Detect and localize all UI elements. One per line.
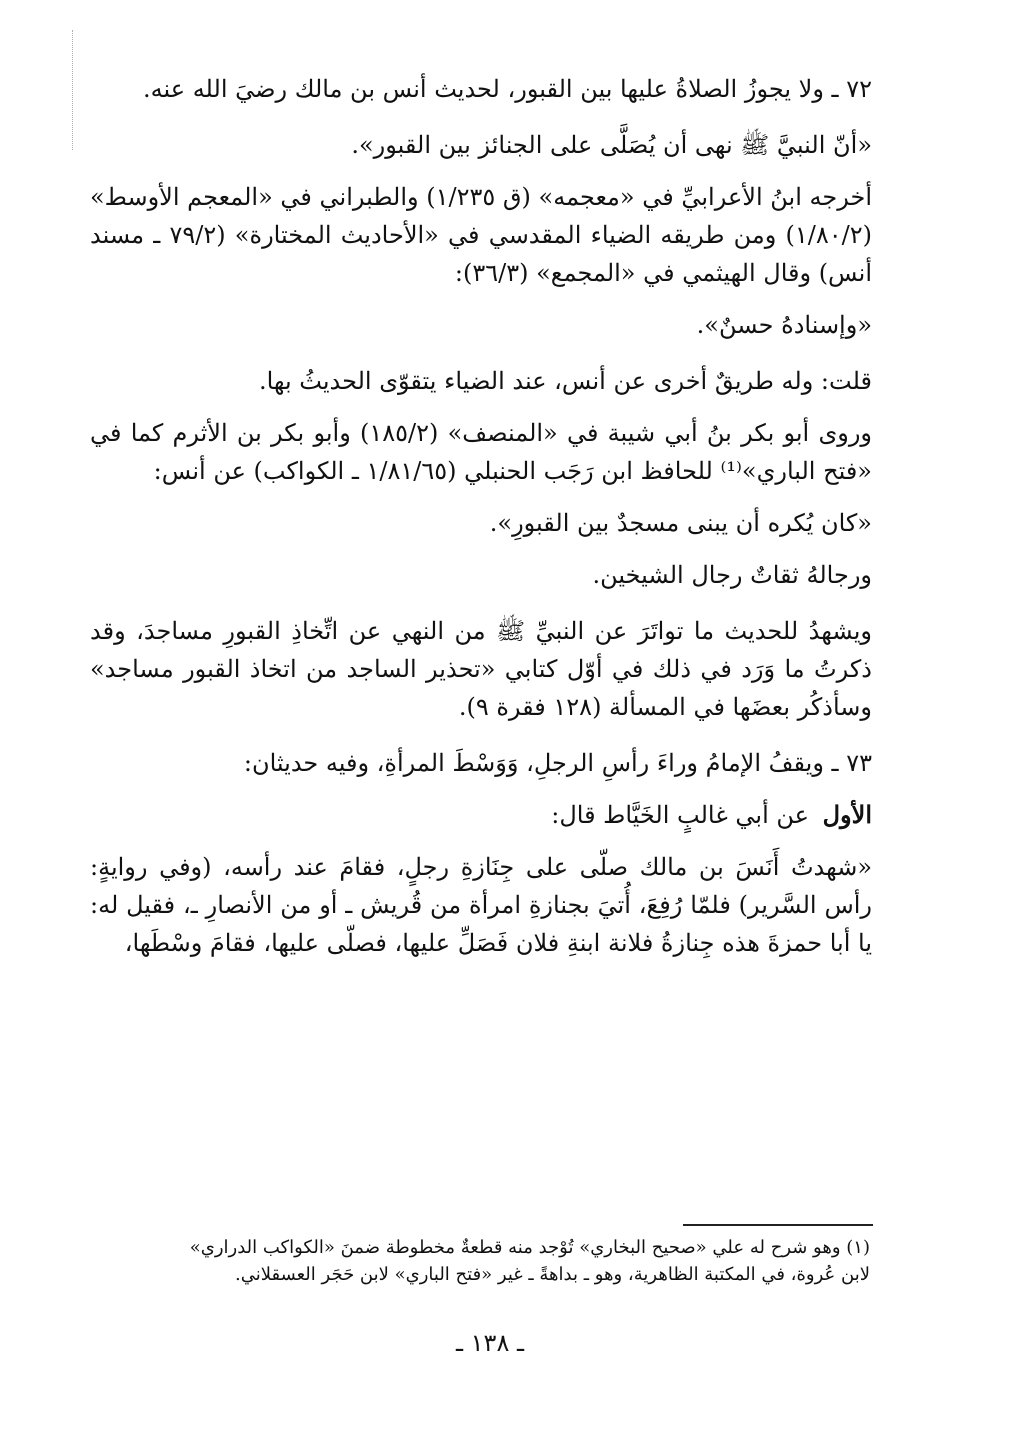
footnotes bbox=[88, 1234, 870, 1288]
footnote-separator bbox=[683, 1224, 873, 1226]
hadith-quote-2: «كان يُكره أن يبنى مسجدٌ بين القبورِ». bbox=[489, 509, 872, 537]
page-number: ـ ١٣٨ ـ bbox=[455, 1329, 524, 1357]
paragraph-73-heading: ٧٣ ـ ويقفُ الإمامُ وراءَ رأسِ الرجلِ، وَوَسْطَ المرأةِ، وفيه حديثان: bbox=[243, 749, 872, 777]
binding-marks bbox=[72, 30, 77, 150]
hadith-quote-1: «أنّ النبيَّ ﷺ نهى أن يُصَلَّى على الجنائز بين القبور». bbox=[351, 131, 872, 159]
main-text bbox=[90, 70, 872, 962]
takhrij-paragraph-1: أخرجه ابنُ الأعرابيِّ في «معجمه» (ق ١/٢٣٥) والطبراني في «المعجم الأوسط» (١/٨٠/٢) ومن طريقه الضياء المقدسي في «الأحاديث المختارة» (٧٩/٢ ـ مسند أنس) وقال الهيثمي في «المجمع» (٣٦/٣): bbox=[90, 183, 872, 287]
first-label: الأول bbox=[822, 800, 872, 829]
narrators-paragraph: ورجالهُ ثقاتٌ رجال الشيخين. bbox=[592, 561, 872, 589]
isnad-quote: «وإسنادهُ حسنٌ». bbox=[696, 311, 872, 339]
footnote-line-1: (١) وهو شرح له علي «صحيح البخاري» تُوْجد منه قطعةٌ مخطوطة ضمنَ «الكواكب الدراري» bbox=[189, 1237, 870, 1258]
paragraph-72-intro: ٧٢ ـ ولا يجوزُ الصلاةُ عليها بين القبور، لحديث أنس بن مالك رضيَ الله عنه. bbox=[143, 75, 872, 103]
hadith-quote-3: «شهدتُ أَنَسَ بن مالك صلّى على جِنَازةِ رجلٍ، فقامَ عند رأسه، (وفي روايةٍ: رأس السَّرير) فلمّا رُفِعَ، أُتيَ بجنازةِ امرأة من قُريش ـ أو من الأنصارِ ـ، فقيل له: يا أبا حمزةَ هذه جِنازةُ فلانة ابنةِ فلان فَصَلِّ عليها، فصلّى عليها، فقامَ وسْطَها، bbox=[90, 853, 872, 957]
first-hadith-intro bbox=[90, 796, 872, 834]
comment-paragraph: قلت: وله طريقٌ أخرى عن أنس، عند الضياء يتقوّى الحديثُ بها. bbox=[258, 367, 872, 395]
takhrij-paragraph-2: وروى أبو بكر بنُ أبي شيبة في «المنصف» (١٨٥/٢) وأبو بكر بن الأثرم كما في «فتح الباري»⁽¹⁾ للحافظ ابن رَجَب الحنبلي (١/٨١/٦٥ ـ الكواكب) عن أنس: bbox=[90, 419, 872, 485]
witness-paragraph: ويشهدُ للحديث ما تواتَرَ عن النبيِّ ﷺ من النهي عن اتِّخاذِ القبورِ مساجدَ، وقد ذكرتُ ما وَرَد في ذلك في أوّل كتابي «تحذير الساجد من اتخاذ القبور مساجد» وسأذكُر بعضَها في المسألة (١٢٨ فقرة ٩). bbox=[90, 617, 873, 721]
footnote-line-2: لابن عُروة، في المكتبة الظاهرية، وهو ـ بداهةً ـ غير «فتح الباري» لابن حَجَر العسقلاني. bbox=[234, 1264, 870, 1285]
first-label-text: عن أبي غالبٍ الخَيَّاط قال: bbox=[551, 801, 809, 829]
